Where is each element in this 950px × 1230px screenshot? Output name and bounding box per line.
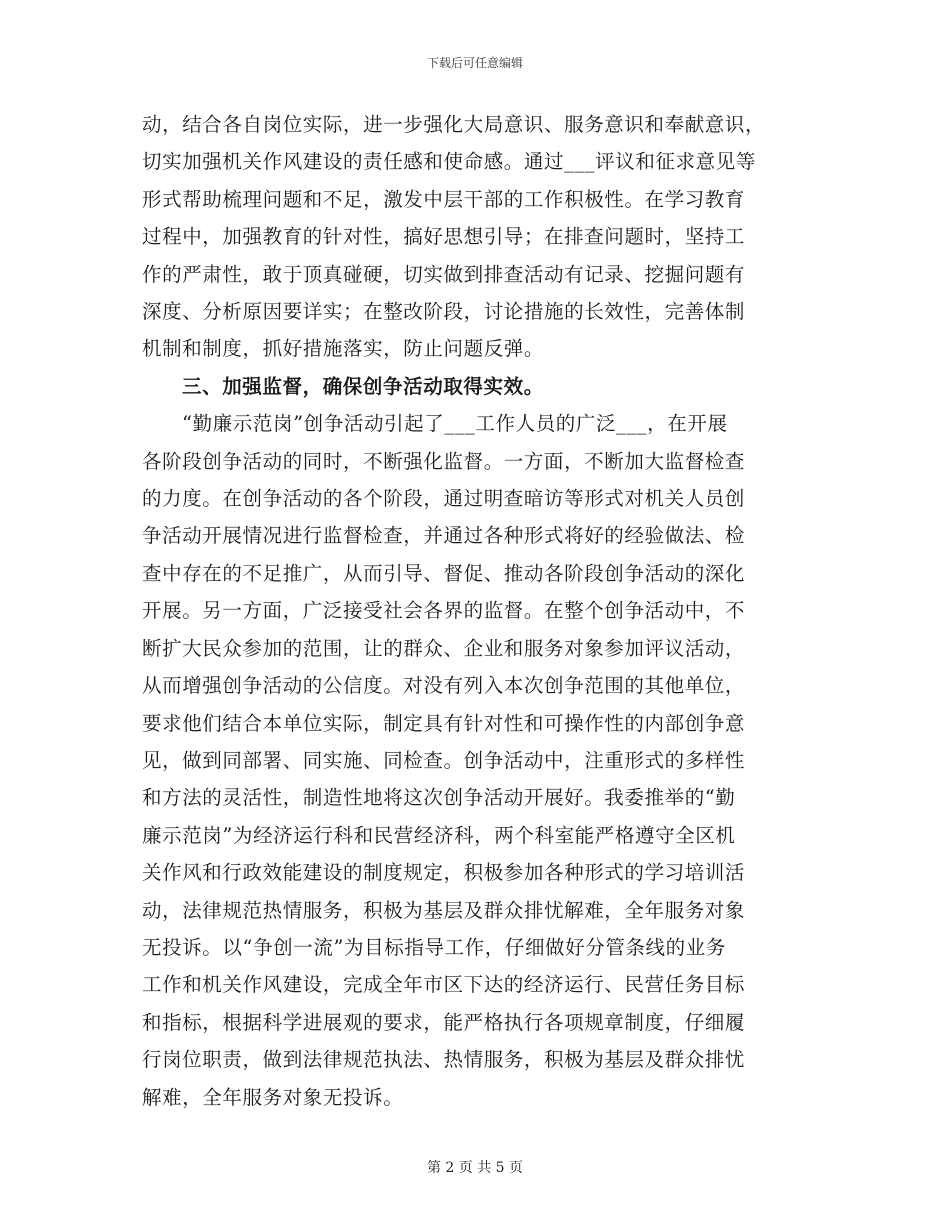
page-header-note: 下载后可任意编辑 — [426, 56, 523, 70]
paragraph-line: 形式帮助梳理问题和不足，激发中层干部的工作积极性。在学习教育 — [142, 187, 746, 211]
paragraph-line: 动，法律规范热情服务，积极为基层及群众排忧解难，全年服务对象 — [142, 898, 746, 922]
paragraph-line: 见，做到同部署、同实施、同检查。创争活动中，注重形式的多样性 — [142, 748, 746, 772]
paragraph-line: 切实加强机关作风建设的责任感和使命感。通过___评议和征求意见等 — [142, 150, 756, 174]
paragraph-line: 工作和机关作风建设，完成全年市区下达的经济运行、民营任务目标 — [142, 973, 746, 997]
paragraph-line: 行岗位职责，做到法律规范执法、热情服务，积极为基层及群众排忧 — [142, 1048, 746, 1072]
paragraph-line: 深度、分析原因要详实；在整改阶段，讨论措施的长效性，完善体制 — [142, 300, 746, 324]
paragraph-line: 廉示范岗”为经济运行科和民营经济科，两个科室能严格遵守全区机 — [142, 823, 736, 847]
paragraph-line: 动，结合各自岗位实际，进一步强化大局意识、服务意识和奉献意识， — [142, 113, 766, 136]
paragraph-line: 作的严肃性，敢于顶真碰硬，切实做到排查活动有记录、挖掘问题有 — [142, 262, 746, 286]
paragraph-line: 从而增强创争活动的公信度。对没有列入本次创争范围的其他单位， — [142, 674, 746, 698]
paragraph-line: 各阶段创争活动的同时，不断强化监督。一方面，不断加大监督检查 — [142, 449, 746, 473]
paragraph-line: 和方法的灵活性，制造性地将这次创争活动开展好。我委推举的“勤 — [142, 786, 736, 810]
page-number: 第 2 页 共 5 页 — [426, 1160, 524, 1176]
paragraph-line: 机制和制度，抓好措施落实，防止问题反弹。 — [142, 337, 545, 361]
section-heading: 三、加强监督，确保创争活动取得实效。 — [182, 374, 544, 398]
paragraph-line: 争活动开展情况进行监督检查，并通过各种形式将好的经验做法、检 — [142, 524, 746, 548]
paragraph-line: 的力度。在创争活动的各个阶段，通过明查暗访等形式对机关人员创 — [142, 487, 746, 511]
paragraph-line: 断扩大民众参加的范围，让的群众、企业和服务对象参加评议活动， — [142, 636, 746, 660]
paragraph-line: 查中存在的不足推广，从而引导、督促、推动各阶段创争活动的深化 — [142, 561, 746, 585]
paragraph-line: 开展。另一方面，广泛接受社会各界的监督。在整个创争活动中，不 — [142, 599, 746, 623]
paragraph-line: “勤廉示范岗”创争活动引起了___工作人员的广泛___，在开展 — [182, 412, 728, 436]
paragraph-line: 过程中，加强教育的针对性，搞好思想引导；在排查问题时，坚持工 — [142, 225, 746, 249]
paragraph-line: 要求他们结合本单位实际，制定具有针对性和可操作性的内部创争意 — [142, 711, 746, 735]
paragraph-line: 无投诉。以“争创一流”为目标指导工作，仔细做好分管条线的业务 — [142, 935, 726, 959]
paragraph-line: 关作风和行政效能建设的制度规定，积极参加各种形式的学习培训活 — [142, 861, 746, 885]
document-body — [142, 106, 802, 1116]
paragraph-line: 解难，全年服务对象无投诉。 — [142, 1085, 404, 1109]
paragraph-line: 和指标，根据科学进展观的要求，能严格执行各项规章制度，仔细履 — [142, 1010, 746, 1034]
